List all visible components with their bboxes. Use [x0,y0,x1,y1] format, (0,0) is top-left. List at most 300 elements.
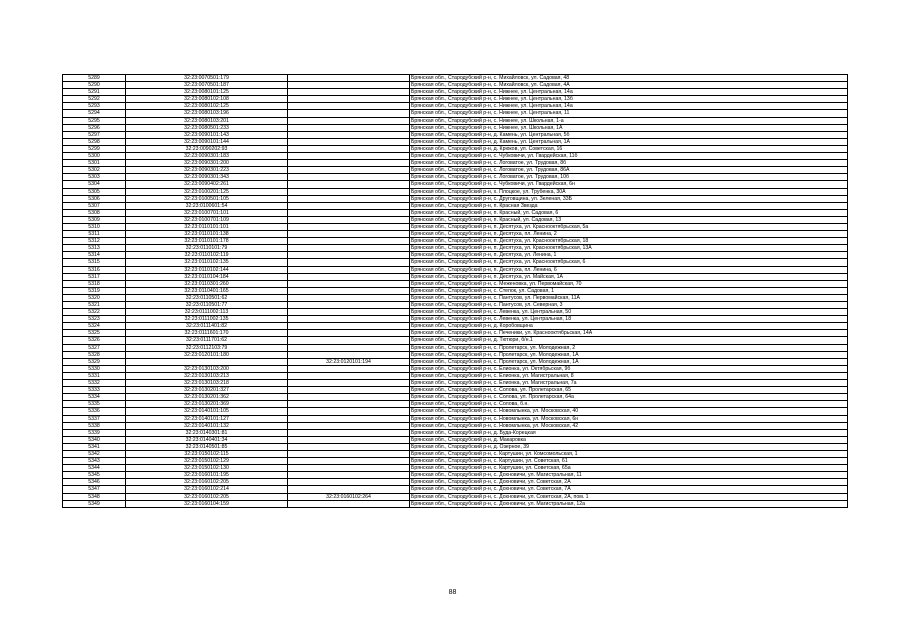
row-number-cell: 5340 [63,436,126,443]
address-cell: Брянская обл., Стародубский р-н, с. Картушин, ул. Советская, 65а [410,465,848,472]
cadastral-number-cell: 32:23:0110104:184 [126,273,288,280]
row-number-cell: 5294 [63,110,126,117]
address-cell: Брянская обл., Стародубский р-н, д. Крюков, ул. Советская, 16 [410,145,848,152]
cadastral-number-cell: 32:23:0140101:105 [126,408,288,415]
address-cell: Брянская обл., Стародубский р-н, с. Дохновичи, ул. Советская, 2А [410,479,848,486]
row-number-cell: 5290 [63,82,126,89]
parent-cadastral-number-cell [288,124,410,131]
cadastral-number-cell: 32:23:0160104:159 [126,500,288,507]
parent-cadastral-number-cell [288,160,410,167]
address-cell: Брянская обл., Стародубский р-н, с. Дохновичи, ул. Магистральная, 11 [410,472,848,479]
table-row [63,337,848,344]
cadastral-number-cell: 32:23:0110401:165 [126,287,288,294]
cadastral-number-cell: 32:23:0090101:144 [126,138,288,145]
cadastral-number-cell: 32:23:0090301:223 [126,167,288,174]
table-row [63,138,848,145]
cadastral-number-cell: 32:23:0130103:218 [126,380,288,387]
row-number-cell: 5309 [63,216,126,223]
table-row [63,351,848,358]
parent-cadastral-number-cell [288,302,410,309]
table-row [63,259,848,266]
table-row [63,294,848,301]
parent-cadastral-number-cell [288,252,410,259]
row-number-cell: 5316 [63,266,126,273]
table-row [63,181,848,188]
row-number-cell: 5313 [63,245,126,252]
cadastral-number-cell: 32:23:0110102:119 [126,252,288,259]
address-cell: Брянская обл., Стародубский р-н, с. Новомлынка, ул. Московская, 40 [410,408,848,415]
table-row [63,188,848,195]
table-row [63,82,848,89]
parent-cadastral-number-cell [288,309,410,316]
property-table-body [63,75,848,508]
table-row [63,131,848,138]
table-row [63,387,848,394]
row-number-cell: 5332 [63,380,126,387]
parent-cadastral-number-cell [288,365,410,372]
parent-cadastral-number-cell [288,238,410,245]
row-number-cell: 5330 [63,365,126,372]
parent-cadastral-number-cell [288,323,410,330]
row-number-cell: 5333 [63,387,126,394]
cadastral-number-cell: 32:23:0112103:79 [126,344,288,351]
parent-cadastral-number-cell [288,372,410,379]
address-cell: Брянская обл., Стародубский р-н, с. Нижнее, ул. Центральная, 13б [410,96,848,103]
parent-cadastral-number-cell [288,188,410,195]
table-row [63,195,848,202]
cadastral-number-cell: 32:23:0070501:179 [126,75,288,82]
cadastral-number-cell: 32:23:0070501:187 [126,82,288,89]
address-cell: Брянская обл., Стародубский р-н, с. Пролетарск, ул. Молодежная, 1А [410,358,848,365]
table-row [63,394,848,401]
table-row [63,323,848,330]
parent-cadastral-number-cell [288,394,410,401]
table-row [63,153,848,160]
row-number-cell: 5322 [63,309,126,316]
cadastral-number-cell: 32:23:0080501:233 [126,124,288,131]
table-row [63,472,848,479]
parent-cadastral-number-cell [288,103,410,110]
table-row [63,479,848,486]
row-number-cell: 5344 [63,465,126,472]
table-row [63,252,848,259]
cadastral-number-cell: 32:23:0100601:54 [126,202,288,209]
address-cell: Брянская обл., Стародубский р-н, п. Десятуха, ул. Краснооктябрьская, 18 [410,238,848,245]
cadastral-number-cell: 32:23:0130103:213 [126,372,288,379]
parent-cadastral-number-cell [288,153,410,160]
row-number-cell: 5331 [63,372,126,379]
cadastral-number-cell: 32:23:0111601:170 [126,330,288,337]
parent-cadastral-number-cell [288,167,410,174]
parent-cadastral-number-cell [288,436,410,443]
parent-cadastral-number-cell [288,195,410,202]
table-row [63,75,848,82]
table-row [63,287,848,294]
parent-cadastral-number-cell [288,387,410,394]
parent-cadastral-number-cell [288,294,410,301]
table-row [63,465,848,472]
row-number-cell: 5295 [63,117,126,124]
address-cell: Брянская обл., Стародубский р-н, с. Нижнее, ул. Центральная, 11 [410,110,848,117]
table-row [63,96,848,103]
address-cell: Брянская обл., Стародубский р-н, с. Михайловск, ул. Садовая, 4А [410,82,848,89]
table-row [63,231,848,238]
address-cell: Брянская обл., Стародубский р-н, с. Солова, ул. Пролетарская, 64а [410,394,848,401]
parent-cadastral-number-cell [288,138,410,145]
address-cell: Брянская обл., Стародубский р-н, с. Меженовка, ул. Первомайская, 70 [410,280,848,287]
table-row [63,302,848,309]
table-row [63,223,848,230]
parent-cadastral-number-cell: 32:23:0120101:194 [288,358,410,365]
parent-cadastral-number-cell [288,443,410,450]
cadastral-number-cell: 32:23:0080103:201 [126,117,288,124]
table-row [63,330,848,337]
table-row [63,160,848,167]
row-number-cell: 5300 [63,153,126,160]
table-row [63,238,848,245]
address-cell: Брянская обл., Стародубский р-н, с. Картушин, ул. Советская, 61 [410,458,848,465]
cadastral-number-cell: 32:23:0110101:138 [126,231,288,238]
row-number-cell: 5296 [63,124,126,131]
parent-cadastral-number-cell [288,380,410,387]
parent-cadastral-number-cell [288,181,410,188]
row-number-cell: 5303 [63,174,126,181]
cadastral-number-cell: 32:23:0150102:115 [126,450,288,457]
address-cell: Брянская обл., Стародубский р-н, с. Новомлынка, ул. Московская, 42 [410,422,848,429]
address-cell: Брянская обл., Стародубский р-н, с. Нижнее, ул. Школьная, 1А [410,124,848,131]
address-cell: Брянская обл., Стародубский р-н, с. Дохновичи, ул. Советская, 2А, пом. 1 [410,493,848,500]
address-cell: Брянская обл., Стародубский р-н, с. Солова, ул. Пролетарская, 65 [410,387,848,394]
row-number-cell: 5298 [63,138,126,145]
parent-cadastral-number-cell [288,96,410,103]
row-number-cell: 5302 [63,167,126,174]
address-cell: Брянская обл., Стародубский р-н, п. Десятуха, ул. Ленина, 1 [410,252,848,259]
parent-cadastral-number-cell: 32:23:0160102:264 [288,493,410,500]
address-cell: Брянская обл., Стародубский р-н, с. Новомлынка, ул. Московская, 6н [410,415,848,422]
cadastral-number-cell: 32:23:0100201:125 [126,188,288,195]
table-row [63,493,848,500]
parent-cadastral-number-cell [288,458,410,465]
address-cell: Брянская обл., Стародубский р-н, д. Тютюри, б/н.1 [410,337,848,344]
address-cell: Брянская обл., Стародубский р-н, п. Десятуха, ул. Майская, 1А [410,273,848,280]
property-table [62,74,848,508]
parent-cadastral-number-cell [288,174,410,181]
parent-cadastral-number-cell [288,287,410,294]
table-row [63,365,848,372]
cadastral-number-cell [126,358,288,365]
parent-cadastral-number-cell [288,223,410,230]
parent-cadastral-number-cell [288,145,410,152]
cadastral-number-cell: 32:23:0111701:62 [126,337,288,344]
row-number-cell: 5334 [63,394,126,401]
parent-cadastral-number-cell [288,450,410,457]
table-row [63,500,848,507]
row-number-cell: 5289 [63,75,126,82]
parent-cadastral-number-cell [288,110,410,117]
table-row [63,209,848,216]
table-row [63,110,848,117]
row-number-cell: 5345 [63,472,126,479]
row-number-cell: 5304 [63,181,126,188]
parent-cadastral-number-cell [288,273,410,280]
table-row [63,266,848,273]
address-cell: Брянская обл., Стародубский р-н, с. Михайловск, ул. Садовая, 48 [410,75,848,82]
parent-cadastral-number-cell [288,231,410,238]
cadastral-number-cell: 32:23:0100701:109 [126,216,288,223]
address-cell: Брянская обл., Стародубский р-н, с. Пантусов, ул. Северная, 3 [410,302,848,309]
row-number-cell: 5323 [63,316,126,323]
cadastral-number-cell: 32:23:0090301:183 [126,153,288,160]
address-cell: Брянская обл., Стародубский р-н, д. Коробовщина [410,323,848,330]
address-cell: Брянская обл., Стародубский р-н, с. Левенка, ул. Центральная, 18 [410,316,848,323]
row-number-cell: 5297 [63,131,126,138]
row-number-cell: 5339 [63,429,126,436]
address-cell: Брянская обл., Стародубский р-н, х. Плоцкое, ул. Трубенка, 30А [410,188,848,195]
cadastral-number-cell: 32:23:0111002:113 [126,309,288,316]
parent-cadastral-number-cell [288,216,410,223]
table-row [63,245,848,252]
table-row [63,309,848,316]
table-row [63,422,848,429]
parent-cadastral-number-cell [288,131,410,138]
parent-cadastral-number-cell [288,209,410,216]
address-cell: Брянская обл., Стародубский р-н, с. Дохновичи, ул. Магистральная, 12а [410,500,848,507]
row-number-cell: 5336 [63,408,126,415]
table-row [63,167,848,174]
cadastral-number-cell: 32:23:0150102:129 [126,458,288,465]
row-number-cell: 5292 [63,96,126,103]
address-cell: Брянская обл., Стародубский р-н, с. Нижнее, ул. Центральная, 14а [410,103,848,110]
table-row [63,415,848,422]
cadastral-number-cell: 32:23:0110501:77 [126,302,288,309]
row-number-cell: 5305 [63,188,126,195]
table-row [63,89,848,96]
parent-cadastral-number-cell [288,280,410,287]
cadastral-number-cell: 32:23:0080103:196 [126,110,288,117]
row-number-cell: 5317 [63,273,126,280]
row-number-cell: 5308 [63,209,126,216]
cadastral-number-cell: 32:23:0160102:214 [126,486,288,493]
row-number-cell: 5341 [63,443,126,450]
row-number-cell: 5346 [63,479,126,486]
row-number-cell: 5311 [63,231,126,238]
cadastral-number-cell: 32:23:0110101:79 [126,245,288,252]
cadastral-number-cell: 32:23:0140101:132 [126,422,288,429]
table-row [63,202,848,209]
cadastral-number-cell: 32:23:0110102:135 [126,259,288,266]
address-cell: Брянская обл., Стародубский р-н, с. Пролетарск, ул. Молодежная, 1А [410,351,848,358]
table-row [63,401,848,408]
address-cell: Брянская обл., Стародубский р-н, с. Картушин, ул. Комсомольская, 1 [410,450,848,457]
parent-cadastral-number-cell [288,266,410,273]
row-number-cell: 5329 [63,358,126,365]
row-number-cell: 5328 [63,351,126,358]
cadastral-number-cell: 32:23:0090101:143 [126,131,288,138]
row-number-cell: 5338 [63,422,126,429]
row-number-cell: 5349 [63,500,126,507]
cadastral-number-cell: 32:23:0110101:178 [126,238,288,245]
cadastral-number-cell: 32:23:0080101:125 [126,89,288,96]
table-row [63,408,848,415]
page-number: 88 [448,589,457,596]
table-row [63,358,848,365]
parent-cadastral-number-cell [288,465,410,472]
row-number-cell: 5307 [63,202,126,209]
row-number-cell: 5310 [63,223,126,230]
cadastral-number-cell: 32:23:0111002:135 [126,316,288,323]
cadastral-number-cell: 32:23:0111401:82 [126,323,288,330]
address-cell: Брянская обл., Стародубский р-н, п. Десятуха, пл. Ленина, 2 [410,231,848,238]
table-row [63,429,848,436]
row-number-cell: 5291 [63,89,126,96]
parent-cadastral-number-cell [288,259,410,266]
cadastral-number-cell: 32:23:0110301:260 [126,280,288,287]
parent-cadastral-number-cell [288,429,410,436]
address-cell: Брянская обл., Стародубский р-н, п. Десятуха, ул. Краснооктябрьская, 5а [410,223,848,230]
address-cell: Брянская обл., Стародубский р-н, д. Озерное, 39 [410,443,848,450]
cadastral-number-cell: 32:23:0120101:180 [126,351,288,358]
address-cell: Брянская обл., Стародубский р-н, п. Десятуха, ул. Краснооктябрьская, 6 [410,259,848,266]
row-number-cell: 5327 [63,344,126,351]
row-number-cell: 5321 [63,302,126,309]
cadastral-number-cell: 32:23:0110101:101 [126,223,288,230]
parent-cadastral-number-cell [288,75,410,82]
cadastral-number-cell: 32:23:0090402:261 [126,181,288,188]
parent-cadastral-number-cell [288,330,410,337]
table-row [63,436,848,443]
table-row [63,316,848,323]
address-cell: Брянская обл., Стародубский р-н, с. Логоватое, ул. Трудовая, 10б [410,174,848,181]
cadastral-number-cell: 32:23:0080102:125 [126,103,288,110]
cadastral-number-cell: 32:23:0100701:101 [126,209,288,216]
row-number-cell: 5348 [63,493,126,500]
table-row [63,216,848,223]
cadastral-number-cell: 32:23:0130201:327 [126,387,288,394]
address-cell: Брянская обл., Стародубский р-н, с. Чубковичи, ул. Гвардейская, 6н [410,181,848,188]
address-cell: Брянская обл., Стародубский р-н, с. Степок, ул. Садовая, 1 [410,287,848,294]
address-cell: Брянская обл., Стародубский р-н, п. Десятуха, ул. Краснооктябрьская, 13А [410,245,848,252]
address-cell: Брянская обл., Стародубский р-н, п. Десятуха, пл. Ленина, 6 [410,266,848,273]
address-cell: Брянская обл., Стародубский р-н, д. Камень, ул. Центральная, 5б [410,131,848,138]
row-number-cell: 5342 [63,450,126,457]
table-row [63,486,848,493]
parent-cadastral-number-cell [288,89,410,96]
cadastral-number-cell: 32:23:0140501:85 [126,443,288,450]
parent-cadastral-number-cell [288,202,410,209]
cadastral-number-cell: 32:23:0100501:105 [126,195,288,202]
parent-cadastral-number-cell [288,500,410,507]
cadastral-number-cell: 32:23:0160102:205 [126,479,288,486]
cadastral-number-cell: 32:23:0130103:200 [126,365,288,372]
cadastral-number-cell: 32:23:0130201:362 [126,394,288,401]
table-row [63,174,848,181]
row-number-cell: 5319 [63,287,126,294]
cadastral-number-cell: 32:23:0140301:81 [126,429,288,436]
parent-cadastral-number-cell [288,408,410,415]
table-row [63,380,848,387]
address-cell: Брянская обл., Стародубский р-н, п. Красная Звезда [410,202,848,209]
cadastral-number-cell: 32:23:0110501:62 [126,294,288,301]
address-cell: Брянская обл., Стародубский р-н, п. Красный, ул. Садовая, 13 [410,216,848,223]
parent-cadastral-number-cell [288,422,410,429]
row-number-cell: 5343 [63,458,126,465]
row-number-cell: 5337 [63,415,126,422]
parent-cadastral-number-cell [288,82,410,89]
parent-cadastral-number-cell [288,337,410,344]
table-row [63,124,848,131]
cadastral-number-cell: 32:23:0160102:205 [126,493,288,500]
table-row [63,273,848,280]
table-row [63,117,848,124]
table-row [63,145,848,152]
row-number-cell: 5335 [63,401,126,408]
table-row [63,372,848,379]
parent-cadastral-number-cell [288,479,410,486]
cadastral-number-cell: 32:23:0140401:34 [126,436,288,443]
cadastral-number-cell: 32:23:0080102:108 [126,96,288,103]
address-cell: Брянская обл., Стародубский р-н, с. Елионка, ул. Октябрьская, 9б [410,365,848,372]
address-cell: Брянская обл., Стародубский р-н, с. Логоватое, ул. Трудовая, 86А [410,167,848,174]
cadastral-number-cell: 32:23:0140101:127 [126,415,288,422]
parent-cadastral-number-cell [288,401,410,408]
cadastral-number-cell: 32:23:0130201:369 [126,401,288,408]
row-number-cell: 5315 [63,259,126,266]
cadastral-number-cell: 32:23:0160101:195 [126,472,288,479]
address-cell: Брянская обл., Стародубский р-н, с. Логоватое, ул. Трудовая, 8б [410,160,848,167]
row-number-cell: 5326 [63,337,126,344]
address-cell: Брянская обл., Стародубский р-н, с. Пролетарск, ул. Молодежная, 2 [410,344,848,351]
parent-cadastral-number-cell [288,117,410,124]
table-row [63,103,848,110]
address-cell: Брянская обл., Стародубский р-н, п. Красный, ул. Садовая, 6 [410,209,848,216]
address-cell: Брянская обл., Стародубский р-н, с. Солова, б.н. [410,401,848,408]
table-row [63,443,848,450]
table-row [63,458,848,465]
row-number-cell: 5320 [63,294,126,301]
address-cell: Брянская обл., Стародубский р-н, с. Елионка, ул. Магистральная, 8 [410,372,848,379]
row-number-cell: 5318 [63,280,126,287]
cadastral-number-cell: 32:23:0090301:200 [126,160,288,167]
address-cell: Брянская обл., Стародубский р-н, с. Печеники, ул. Краснооктябрьская, 14А [410,330,848,337]
address-cell: Брянская обл., Стародубский р-н, с. Нижнее, ул. Центральная, 14а [410,89,848,96]
address-cell: Брянская обл., Стародубский р-н, д. Макаровка [410,436,848,443]
address-cell: Брянская обл., Стародубский р-н, д. Камень, ул. Центральная, 1А [410,138,848,145]
cadastral-number-cell: 32:23:0090202:93 [126,145,288,152]
parent-cadastral-number-cell [288,245,410,252]
parent-cadastral-number-cell [288,344,410,351]
address-cell: Брянская обл., Стародубский р-н, с. Дохновичи, ул. Советская, 7А [410,486,848,493]
parent-cadastral-number-cell [288,472,410,479]
address-cell: Брянская обл., Стародубский р-н, с. Левенка, ул. Центральная, 50 [410,309,848,316]
cadastral-number-cell: 32:23:0150102:130 [126,465,288,472]
parent-cadastral-number-cell [288,486,410,493]
row-number-cell: 5347 [63,486,126,493]
row-number-cell: 5293 [63,103,126,110]
address-cell: Брянская обл., Стародубский р-н, с. Нижнее, ул. Школьная, 1-а [410,117,848,124]
cadastral-number-cell: 32:23:0110102:144 [126,266,288,273]
address-cell: Брянская обл., Стародубский р-н, д. Буда-Корецкая [410,429,848,436]
parent-cadastral-number-cell [288,316,410,323]
row-number-cell: 5312 [63,238,126,245]
address-cell: Брянская обл., Стародубский р-н, с. Пантусов, ул. Первомайская, 11А [410,294,848,301]
parent-cadastral-number-cell [288,415,410,422]
row-number-cell: 5306 [63,195,126,202]
row-number-cell: 5324 [63,323,126,330]
address-cell: Брянская обл., Стародубский р-н, с. Друговщина, ул. Зеленая, 33Б [410,195,848,202]
row-number-cell: 5314 [63,252,126,259]
table-row [63,280,848,287]
row-number-cell: 5325 [63,330,126,337]
